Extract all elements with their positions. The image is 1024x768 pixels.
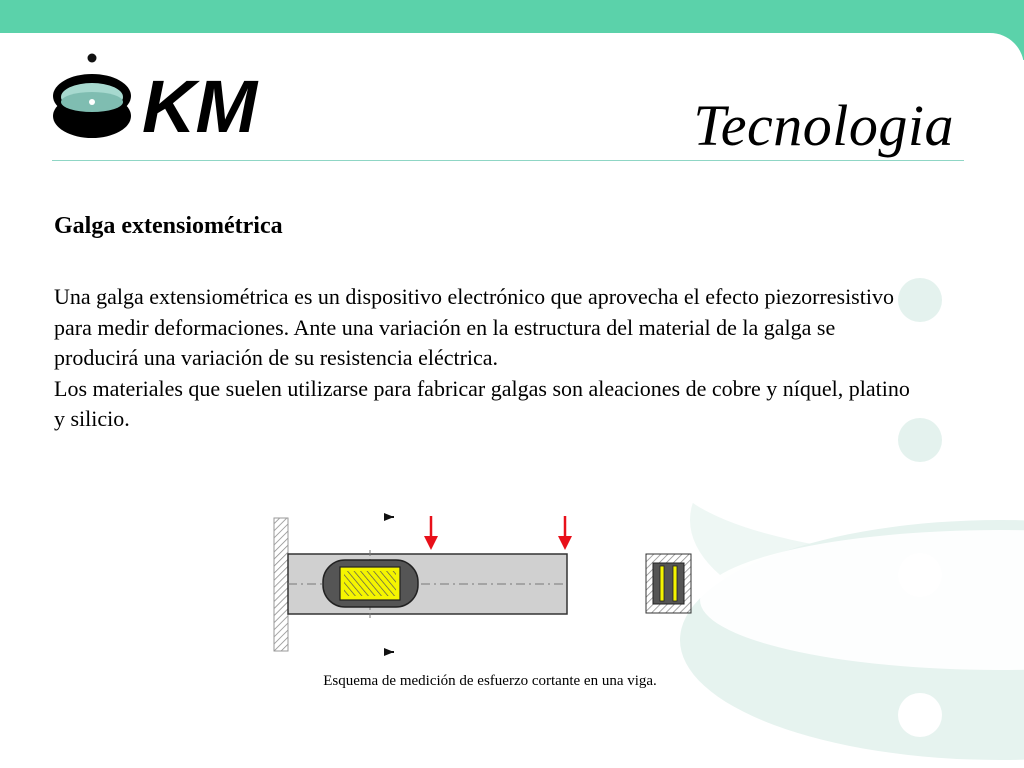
section-gauge	[673, 566, 677, 601]
km-logo	[50, 50, 270, 142]
gauge-grid	[344, 571, 396, 596]
figure-caption: Esquema de medición de esfuerzo cortante en una viga.	[323, 673, 657, 689]
paragraph: Una galga extensiométrica es un dispositivo electrónico que aprovecha el efecto piezorresistivo para medir deformaciones. Ante una variación en la estructura del material de la galga se producirá una variación de su resistencia eléctrica.	[54, 284, 894, 370]
cross-section-web	[653, 563, 684, 604]
logo-dot	[89, 99, 95, 105]
watermark-dot	[898, 553, 942, 597]
slide-title: Tecnologia	[693, 93, 954, 158]
logo-text: KM	[142, 65, 258, 142]
wall-support	[274, 518, 288, 651]
watermark-dot	[898, 693, 942, 737]
force-arrow-head	[424, 536, 438, 550]
title-divider	[52, 160, 964, 161]
content-body	[54, 282, 914, 435]
logo-dot	[88, 54, 97, 63]
section-gauge	[660, 566, 664, 601]
force-arrow-head	[558, 536, 572, 550]
content-heading: Galga extensiométrica	[54, 213, 283, 239]
strain-gauge-diagram	[268, 508, 700, 668]
paragraph: Los materiales que suelen utilizarse para fabricar galgas son aleaciones de cobre y níquel, platino y silicio.	[54, 375, 910, 431]
